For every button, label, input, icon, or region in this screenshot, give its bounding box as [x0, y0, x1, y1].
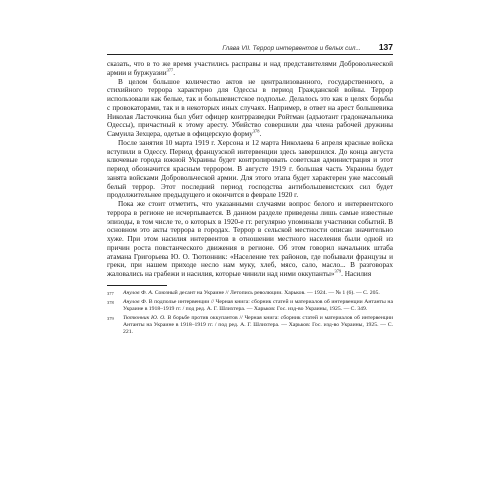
footnote-number: 379 — [107, 316, 114, 322]
footnote: 377 Анулов Ф. А. Союзный десант на Украине // Летопись революции. Харьков. — 1924. — № 1 (6). — С. 205. — [107, 289, 380, 296]
footnote: 379 Тютюнник Ю. О. В борьбе против оккупантов // Черная книга: сборник статей и материалов об интервенции Антанты на Украине в 1918–1919 гг. / под ред. А. Г. Шлихтера. — Харьков: Гос. изд-во Украины, 1925. — С. 221. — [107, 315, 393, 336]
footnote-author: Анулов Ф. А. — [123, 289, 154, 296]
footnote-ref-377[interactable]: 377 — [166, 67, 174, 73]
footnote-separator — [107, 285, 167, 286]
paragraph-2: В целом большое количество актов не централизованного, государственного, а стихийного террора характерно для Одессы в период Гражданской войны. Террор использовали как белые, так и большевистское подполье. Делалось это как в целях борьбы с провокаторами, так и в некоторых иных случаях. Например, в ответ на арест большевика Николая Ласточкина был убит офицер контрразведки Ройтман (адъютант градоначальника Одессы), причастный к этому аресту. Убийство совершили два члена рабочей дружины Самуила Зехцера, одетые в офицерскую форму$^{378}$. — [107, 77, 393, 138]
body-text — [107, 60, 393, 279]
paragraph-4: Пока же стоит отметить, что указанными случаями вопрос белого и интервентского террора в регионе не исчерпывается. В данном разделе приведены лишь самые известные эпизоды, в том числе те, о которых в 1920-е гг. регулярно упоминали участники событий. В основном это акты террора в городах. Террор в сельской местности описан значительно хуже. При этом насилия интервентов в отношении местного населения были одной из причин роста повстанческого движения в регионе. Об этом говорил начальник штаба атамана Григорьева Ю. О. Тютюнник: «Население тех районов, где побывали французы и греки, при нашем приходе несло нам муку, хлеб, мясо, сало, масло... В разговорах жаловались на грабежи и насилия, которые чинили над ними оккупанты»$^{379}$. Насилия — [107, 200, 393, 278]
running-title: Глава VII. Террор интервентов и белых сил... — [222, 45, 361, 52]
footnotes — [107, 290, 393, 337]
footnote-author: Тютюнник Ю. О. — [123, 315, 166, 322]
footnote-ref-379[interactable]: 379 — [334, 268, 342, 274]
page-number: 137 — [378, 42, 393, 52]
running-header — [107, 38, 393, 55]
footnote-ref-378[interactable]: 378 — [252, 128, 260, 134]
footnote: 378 Анулов Ф. В подполье интервенции // Черная книга: сборник статей и материалов об интервенции Антанты на Украине в 1918–1919 гг. / под ред. А. Г. Шлихтера. — Харьков: Гос. изд-во Украины, 1925. — С. 349. — [107, 298, 393, 312]
footnote-author: Анулов Ф. — [123, 298, 148, 305]
footnote-number: 377 — [107, 290, 114, 296]
paragraph-3: После занятия 10 марта 1919 г. Херсона и 12 марта Николаева 6 апреля красные войска вступили в Одессу. Период французской интервенции здесь завершился. До конца августа ключевые города южной Украины будет контролировать советская администрация и этот период обозначится красным террором. В августе 1919 г. большая часть Украины будет занята войсками Добровольческой армии. Для этого этапа будет характерен уже массовый белый террор. Этот последний период господства антибольшевистских сил будет продолжительнее предыдущего и окончится в феврале 1920 г. — [107, 138, 393, 200]
footnote-number: 378 — [107, 299, 114, 305]
paragraph-1: сказать, что в то же время участились расправы и над представителями Добровольческой армии и буржуазии$^{377}$. — [107, 60, 393, 77]
